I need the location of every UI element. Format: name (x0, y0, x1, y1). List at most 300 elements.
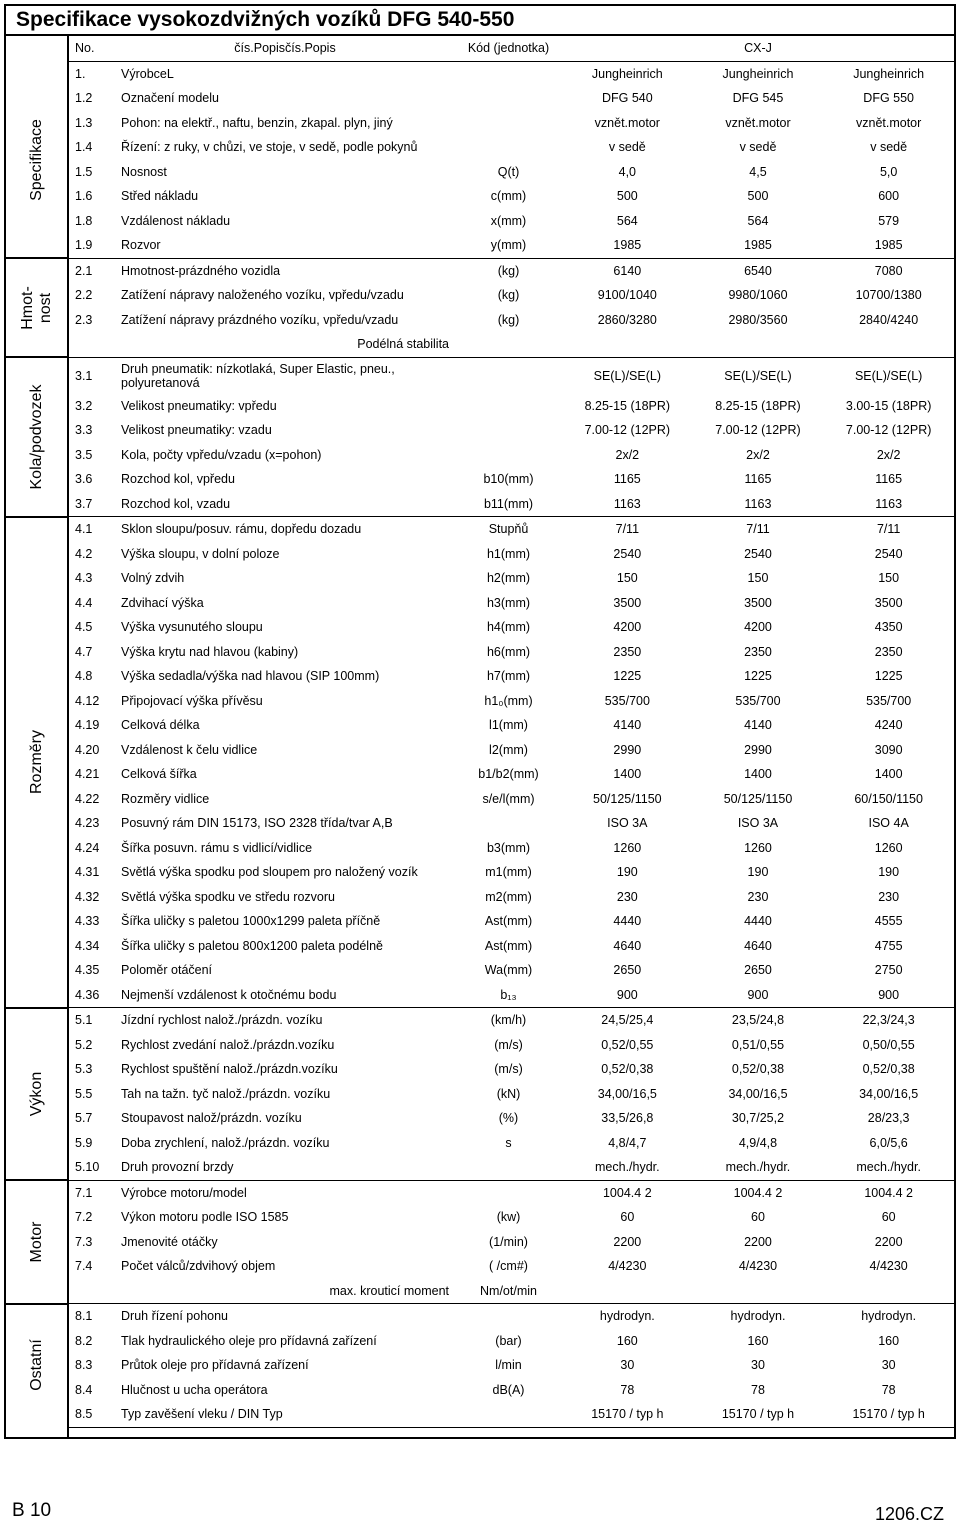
section-label-box (6, 1008, 68, 1181)
row-description: Rozchod kol, vzadu (115, 492, 455, 517)
row-value: 4/4230 (608, 1259, 647, 1274)
row-description: Šířka uličky s paletou 800x1200 paleta podélně (121, 938, 383, 953)
row-unit: (m/s) (494, 1062, 523, 1077)
row-value: Jungheinrich (853, 66, 925, 81)
row-value: 4,8/4,7 (608, 1135, 647, 1150)
row-description: Poloměr otáčení (121, 963, 213, 978)
row-number: 4.21 (75, 767, 100, 782)
section-label: Výkon (28, 1071, 45, 1116)
row-value: 10700/1380 (855, 288, 922, 303)
table-row (69, 1353, 954, 1378)
table-row (69, 762, 954, 787)
row-description: Celková šířka (121, 767, 197, 782)
row-unit: y(mm) (455, 233, 562, 258)
header-no: No. (69, 36, 115, 61)
row-value: 1400 (874, 767, 903, 782)
row-unit: m1(mm) (485, 865, 532, 880)
row-number: 5.7 (75, 1111, 93, 1126)
row-unit: (bar) (495, 1333, 522, 1348)
table-row (69, 1402, 954, 1427)
section-label-box (6, 1180, 68, 1304)
table-row (69, 332, 954, 357)
row-value: ISO 4A (868, 816, 909, 831)
row-value: 60 (620, 1210, 635, 1225)
row-value: 7/11 (615, 522, 640, 537)
header-desc: čís.Popisčís.Popis (115, 36, 455, 61)
row-value: v sedě (739, 140, 777, 155)
row-value: 4,9/4,8 (738, 1135, 778, 1150)
header-code: Kód (jednotka) (455, 36, 562, 61)
row-value (823, 1279, 954, 1304)
row-unit: h7(mm) (486, 669, 531, 684)
row-description: Hmotnost-prázdného vozidla (121, 263, 281, 278)
row-value: 50/125/1150 (593, 791, 662, 806)
row-unit: Ast(mm) (484, 914, 533, 929)
row-number: 3.3 (75, 423, 93, 438)
row-number: 7.3 (75, 1234, 93, 1249)
row-value: 500 (747, 189, 769, 204)
row-value: 1985 (693, 233, 824, 258)
row-value: hydrodyn. (730, 1309, 786, 1324)
row-value: 1985 (823, 233, 954, 258)
table-row (69, 1329, 954, 1354)
row-unit: s/e/l(mm) (482, 791, 535, 806)
row-value: 900 (693, 983, 824, 1008)
row-value: 4/4230 (869, 1259, 908, 1274)
row-unit (455, 332, 562, 357)
table-row (69, 566, 954, 591)
row-description: Druh řízení pohonu (121, 1309, 229, 1324)
row-description: Jmenovité otáčky (121, 1234, 218, 1249)
row-number: 4.35 (75, 963, 100, 978)
row-value: 2650 (744, 963, 772, 978)
row-number: 2.1 (75, 263, 93, 278)
table-row (69, 1279, 954, 1304)
row-unit: Wa(mm) (484, 963, 533, 978)
row-description: Hlučnost u ucha operátora (121, 1382, 268, 1397)
row-unit: b₁₃ (455, 983, 562, 1008)
row-value: SE(L)/SE(L) (854, 368, 923, 383)
row-unit (455, 61, 562, 86)
table-row (69, 233, 954, 258)
row-value: 2x/2 (876, 447, 901, 462)
row-unit: m2(mm) (485, 889, 532, 904)
row-value: 1004.4 2 (864, 1185, 913, 1200)
row-number: 3.7 (69, 492, 115, 517)
row-value: 33,5/26,8 (601, 1111, 654, 1126)
table-row (69, 909, 954, 934)
row-value: 1165 (875, 472, 903, 487)
row-description: Průtok oleje pro přídavná zařízení (121, 1358, 309, 1373)
table-row (69, 492, 954, 517)
row-value: 2650 (613, 963, 642, 978)
row-description: Výška vysunutého sloupu (121, 620, 263, 635)
table-row (69, 1131, 954, 1156)
row-value: 30 (881, 1358, 896, 1373)
row-value: 4640 (744, 938, 772, 953)
row-value: 7/11 (876, 522, 901, 537)
row-description: Šířka posuvn. rámu s vidlicí/vidlice (121, 840, 313, 855)
row-value: 15170 / typ h (823, 1402, 954, 1427)
row-unit: (kg) (497, 263, 520, 278)
row-value: 1225 (613, 669, 642, 684)
row-unit: dB(A) (492, 1382, 525, 1397)
row-value: 900 (823, 983, 954, 1008)
table-row (69, 86, 954, 111)
row-value: 160 (878, 1333, 900, 1348)
row-description: Rychlost spuštění nalož./prázdn.vozíku (121, 1062, 338, 1077)
row-value: 60/150/1150 (854, 791, 923, 806)
row-unit: h4(mm) (486, 620, 531, 635)
table-row (69, 1106, 954, 1131)
row-number: 7.1 (75, 1185, 93, 1200)
section-label: Motor (28, 1221, 45, 1263)
table-row (69, 664, 954, 689)
row-unit (455, 394, 562, 419)
table-row (69, 1230, 954, 1255)
row-value: 160 (616, 1333, 638, 1348)
row-value: 2350 (874, 644, 903, 659)
row-unit: b10(mm) (483, 472, 534, 487)
row-value: 1004.4 2 (602, 1185, 652, 1200)
table-row (69, 934, 954, 959)
row-number: 8.1 (75, 1309, 93, 1324)
row-description: Vzdálenost k čelu vidlice (121, 742, 258, 757)
row-value: 564 (616, 213, 638, 228)
row-unit: (m/s) (494, 1037, 523, 1052)
row-value: ISO 3A (737, 816, 779, 831)
row-value: 564 (747, 213, 769, 228)
row-number: 4.4 (75, 595, 93, 610)
row-description: Výška sloupu, v dolní poloze (121, 546, 280, 561)
row-value: 3.00-15 (18PR) (845, 398, 932, 413)
table-row (69, 517, 954, 542)
row-description: Nosnost (121, 164, 167, 179)
row-value (823, 332, 954, 357)
row-unit: h3(mm) (486, 595, 531, 610)
row-value: 2860/3280 (597, 312, 657, 327)
section-label-box (6, 258, 68, 357)
table-row (69, 443, 954, 468)
row-number: 1.2 (75, 91, 93, 106)
row-value: 535/700 (604, 693, 650, 708)
row-value: Jungheinrich (591, 66, 663, 81)
row-value: 34,00/16,5 (859, 1086, 919, 1101)
row-description: VýrobceL (121, 66, 174, 81)
row-unit (455, 811, 562, 836)
row-value: 9100/1040 (597, 288, 657, 303)
row-value: 4440 (613, 914, 642, 929)
row-value: 1163 (562, 492, 693, 517)
row-unit (455, 1155, 562, 1180)
row-value: 78 (751, 1382, 765, 1397)
section-label: Hmot- nost (19, 285, 54, 330)
row-unit (455, 443, 562, 468)
row-unit: ( /cm#) (489, 1259, 528, 1274)
row-unit: c(mm) (490, 189, 527, 204)
row-value: 1260 (744, 840, 772, 855)
row-number: 4.31 (75, 865, 100, 880)
row-value: 2200 (744, 1234, 772, 1249)
row-unit: b11(mm) (455, 492, 562, 517)
row-description: Tah na tažn. tyč nalož./prázdn. vozíku (121, 1086, 331, 1101)
row-value: 1163 (823, 492, 954, 517)
row-value: 7.00-12 (12PR) (715, 423, 801, 438)
table-row (69, 1205, 954, 1230)
row-unit: (kw) (496, 1210, 521, 1225)
row-value: 3500 (744, 595, 772, 610)
table-row (69, 958, 954, 983)
row-value: SE(L)/SE(L) (593, 368, 662, 383)
row-value: 34,00/16,5 (597, 1086, 657, 1101)
row-description: Zatížení nápravy naloženého vozíku, vpředu/vzadu (121, 288, 404, 303)
table-row (69, 258, 954, 283)
row-unit: (1/min) (489, 1234, 528, 1249)
row-number: 2.3 (75, 312, 93, 327)
row-value: 6540 (744, 263, 772, 278)
row-value: 190 (616, 865, 638, 880)
row-value: 5,0 (879, 164, 898, 179)
row-number: 4.12 (75, 693, 100, 708)
row-value: 1400 (744, 767, 772, 782)
row-description: Tlak hydraulického oleje pro přídavná zařízení (121, 1333, 377, 1348)
row-value: 2540 (874, 546, 903, 561)
row-number: 4.7 (75, 644, 93, 659)
row-value: 2540 (744, 546, 772, 561)
row-number: 1.6 (75, 189, 93, 204)
row-unit: l2(mm) (489, 742, 528, 757)
row-value: 7.00-12 (12PR) (584, 423, 671, 438)
page-number: B 10 (12, 1500, 52, 1521)
row-unit: Ast(mm) (484, 938, 533, 953)
table-row (69, 713, 954, 738)
row-description: Kola, počty vpředu/vzadu (x=pohon) (121, 447, 322, 462)
page-title: Specifikace vysokozdvižných vozíků DFG 540-550 (16, 8, 515, 31)
row-description: Celková délka (121, 718, 200, 733)
row-unit (455, 1402, 562, 1427)
row-unit (455, 135, 562, 160)
row-number: 4.1 (75, 522, 93, 537)
row-description: Druh provozní brzdy (115, 1155, 455, 1180)
row-description: Šířka uličky s paletou 1000x1299 paleta příčně (121, 914, 381, 929)
row-value: vznět.motor (594, 115, 660, 130)
table-row (69, 860, 954, 885)
row-value: 0,52/0,38 (731, 1062, 785, 1077)
row-description: Nejmenší vzdálenost k otočnému bodu (115, 983, 455, 1008)
row-description: Střed nákladu (121, 189, 199, 204)
row-value: 22,3/24,3 (862, 1013, 915, 1028)
row-unit (455, 418, 562, 443)
row-value: 4140 (613, 718, 642, 733)
row-unit (455, 357, 562, 394)
row-value: 7080 (874, 263, 903, 278)
row-value (562, 332, 693, 357)
table-row (69, 1008, 954, 1033)
row-description: max. krouticí moment (115, 1279, 455, 1304)
row-unit: Q(t) (497, 164, 520, 179)
row-value: 60 (751, 1210, 765, 1225)
row-number: 4.24 (75, 840, 100, 855)
row-unit: (km/h) (490, 1013, 527, 1028)
row-description: Velikost pneumatiky: vzadu (121, 423, 272, 438)
row-number: 4.34 (75, 938, 100, 953)
row-description: Vzdálenost nákladu (121, 213, 231, 228)
row-number: 1. (75, 66, 86, 81)
row-number: 1.3 (75, 115, 93, 130)
row-value: 30,7/25,2 (731, 1111, 785, 1126)
row-unit: l1(mm) (489, 718, 528, 733)
table-row (69, 160, 954, 185)
row-value: 30 (620, 1358, 635, 1373)
section-label-box (6, 517, 68, 1008)
row-value: mech./hydr. (693, 1155, 824, 1180)
row-value: 60 (881, 1210, 896, 1225)
table-row (69, 308, 954, 333)
document-code: 1206.CZ (874, 1504, 944, 1524)
row-value: 1225 (874, 669, 903, 684)
table-row (69, 885, 954, 910)
row-number: 5.1 (75, 1013, 93, 1028)
row-value: 190 (747, 865, 769, 880)
row-value: 4755 (874, 938, 903, 953)
table-row (69, 738, 954, 763)
row-value: 230 (878, 889, 900, 904)
row-number: 8.5 (69, 1402, 115, 1427)
row-value: 2200 (874, 1234, 903, 1249)
title-box (4, 4, 956, 34)
row-description: Jízdní rychlost nalož./prázdn. vozíku (121, 1013, 323, 1028)
row-number: 4.22 (75, 791, 100, 806)
row-description: Podélná stabilita (115, 332, 455, 357)
row-value: 535/700 (866, 693, 912, 708)
row-number: 4.23 (75, 816, 100, 831)
row-value: 4,5 (749, 164, 767, 179)
row-value: 50/125/1150 (723, 791, 793, 806)
table-row (69, 61, 954, 86)
row-value: 1400 (613, 767, 642, 782)
row-description: Rozvor (115, 233, 455, 258)
row-value: 230 (747, 889, 769, 904)
row-value: ISO 3A (607, 816, 648, 831)
row-value: 1260 (874, 840, 903, 855)
table-row (69, 1254, 954, 1279)
row-number: 8.3 (75, 1358, 93, 1373)
row-value: 900 (562, 983, 693, 1008)
row-value: 579 (878, 213, 900, 228)
row-number: 4.33 (75, 914, 100, 929)
row-description: Posuvný rám DIN 15173, ISO 2328 třída/tvar A,B (121, 816, 393, 831)
row-unit: b3(mm) (486, 840, 531, 855)
row-number: 8.2 (75, 1333, 93, 1348)
table-row (69, 418, 954, 443)
row-value: 1004.4 2 (733, 1185, 783, 1200)
section-label: Rozměry (28, 729, 45, 795)
row-description: Výrobce motoru/model (121, 1185, 247, 1200)
row-value: mech./hydr. (562, 1155, 693, 1180)
row-value: 4240 (874, 718, 903, 733)
table-row (69, 787, 954, 812)
row-number: 4.19 (75, 718, 100, 733)
row-value: 6,0/5,6 (869, 1135, 908, 1150)
row-value: 2540 (613, 546, 642, 561)
row-unit (455, 111, 562, 136)
row-unit (455, 1304, 562, 1329)
row-description: Zatížení nápravy prázdného vozíku, vpředu/vzadu (121, 312, 399, 327)
row-value: 15170 / typ h (693, 1402, 824, 1427)
row-value: 28/23,3 (867, 1111, 910, 1126)
section-label: Ostatní (28, 1339, 45, 1392)
row-value: 230 (616, 889, 638, 904)
row-value: 4/4230 (738, 1259, 778, 1274)
table-row (69, 1378, 954, 1403)
row-value: 0,52/0,55 (601, 1037, 654, 1052)
row-number: 3.6 (75, 472, 93, 487)
row-value: 600 (878, 189, 900, 204)
row-description: Zdvihací výška (121, 595, 204, 610)
row-description: Řízení: z ruky, v chůzi, ve stoje, v sedě, podle pokynů (121, 140, 418, 155)
row-value: 15170 / typ h (562, 1402, 693, 1427)
row-value: hydrodyn. (599, 1309, 655, 1324)
row-value: DFG 540 (601, 91, 653, 106)
row-number: 5.3 (75, 1062, 93, 1077)
row-number: 5.9 (75, 1135, 93, 1150)
row-number: 1.9 (69, 233, 115, 258)
row-value: 2990 (744, 742, 772, 757)
table-row (69, 689, 954, 714)
row-number: 1.4 (75, 140, 93, 155)
row-value: 4640 (613, 938, 642, 953)
row-value (693, 1279, 824, 1304)
row-number: 4.2 (75, 546, 93, 561)
row-value: Jungheinrich (722, 66, 794, 81)
table-row (69, 184, 954, 209)
table-row (69, 811, 954, 836)
row-description: Počet válců/zdvihový objem (121, 1259, 276, 1274)
row-number: 5.5 (75, 1086, 93, 1101)
row-number: 4.5 (75, 620, 93, 635)
row-value: v sedě (608, 140, 646, 155)
row-value: 1260 (613, 840, 642, 855)
row-value: 2980/3560 (728, 312, 788, 327)
row-unit: (%) (498, 1111, 519, 1126)
table-row (69, 1304, 954, 1329)
row-value: vznět.motor (856, 115, 922, 130)
row-number: 3.5 (75, 447, 93, 462)
row-value: 150 (878, 571, 900, 586)
row-value: 4350 (874, 620, 903, 635)
row-value: 1165 (613, 472, 641, 487)
row-value: 500 (616, 189, 638, 204)
row-description: Rozchod kol, vpředu (121, 472, 235, 487)
row-value: 160 (747, 1333, 769, 1348)
table-row (69, 983, 954, 1008)
row-unit: (kN) (496, 1086, 521, 1101)
row-value: 2x/2 (746, 447, 770, 462)
row-unit: h1(mm) (486, 546, 531, 561)
row-number: 3.1 (75, 368, 93, 383)
row-value: 6140 (613, 263, 642, 278)
row-value: 1165 (744, 472, 772, 487)
row-value: 150 (747, 571, 769, 586)
row-unit: Nm/ot/min (455, 1279, 562, 1304)
row-value: 78 (881, 1382, 896, 1397)
row-description: Doba zrychlení, nalož./prázdn. vozíku (121, 1135, 330, 1150)
row-unit (455, 1180, 562, 1205)
row-value: 23,5/24,8 (731, 1013, 785, 1028)
row-value: 34,00/16,5 (728, 1086, 788, 1101)
row-description: Stoupavost nalož/prázdn. vozíku (121, 1111, 302, 1126)
row-value: 2350 (613, 644, 642, 659)
